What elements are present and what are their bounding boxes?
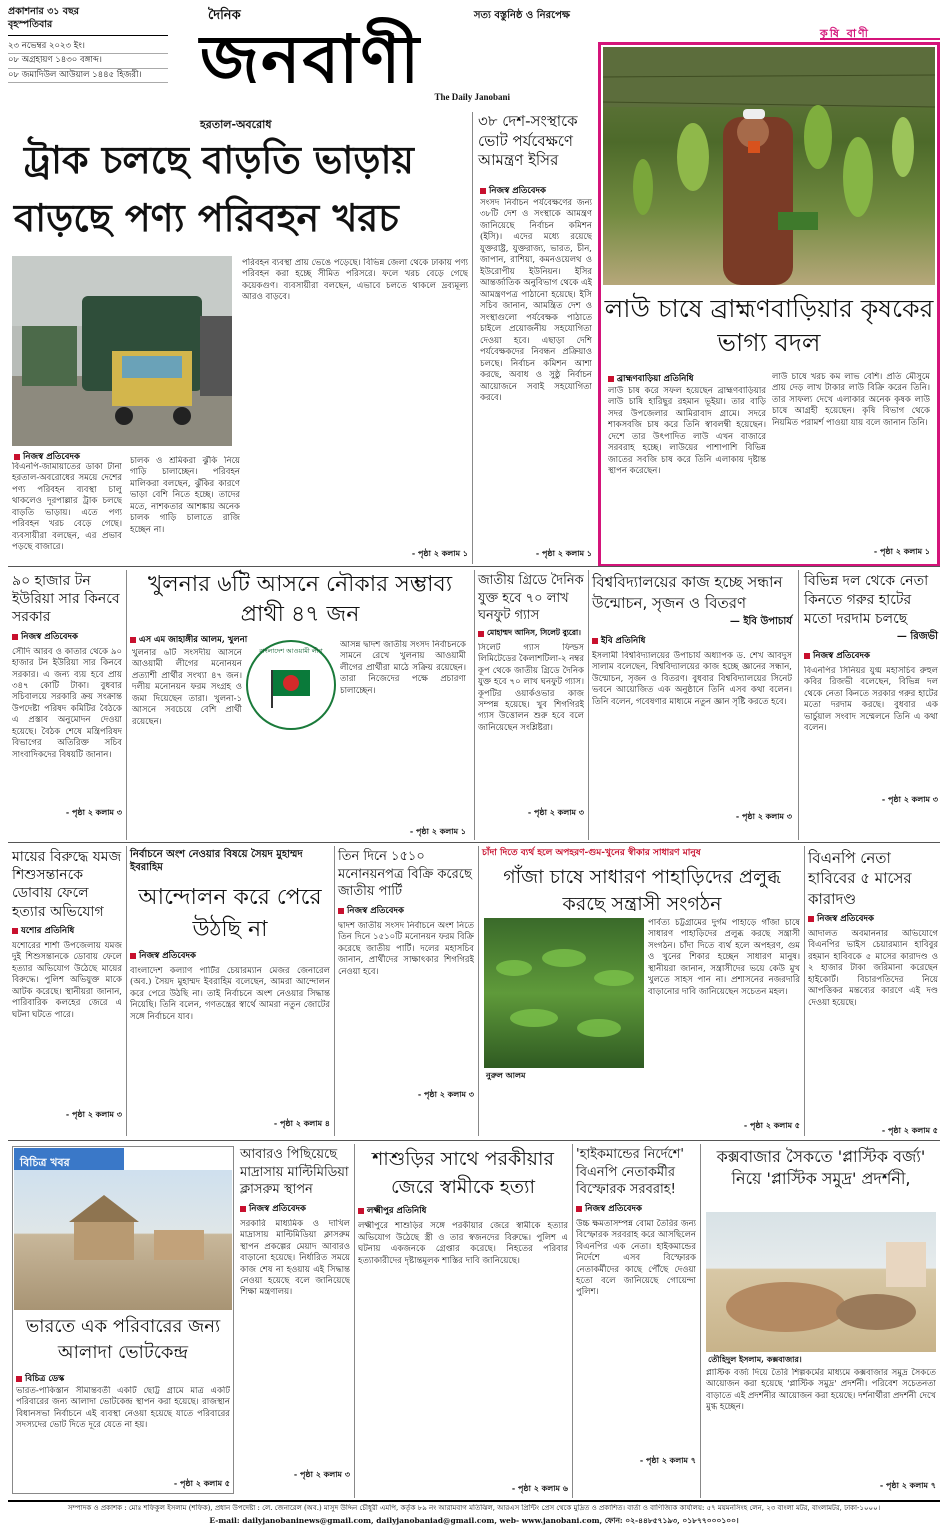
twins-story xyxy=(12,848,122,1122)
forms-reporter: নিজস্ব প্রতিবেদক xyxy=(338,904,474,918)
slogan: সত্য বস্তুনিষ্ঠ ও নিরপেক্ষ xyxy=(473,10,570,21)
grid-story xyxy=(478,572,584,820)
madrasa-reporter: নিজস্ব প্রতিবেদক xyxy=(240,1202,350,1216)
lead-col1: বিএনপি-জামায়াতের ডাকা টানা হরতাল-অবরোধের সময়ে দেশের পণ্য পরিবহন ব্যবস্থা চালু থাকলেও দূরপাল্লার ট্রাক চলছে বাড়তি ভাড়ায়। এতে পণ্য পরিবহন খরচ বেড়ে গেছে। ব্যবসায়ীরা বলছেন, এর প্রভাব পড়ছে বাজারে। xyxy=(12,462,122,553)
plastic-exhibition-photo xyxy=(706,1212,936,1352)
krishi-title: লাউ চাষে ব্রাহ্মণবাড়িয়ার কৃষকের ভাগ্য বদল xyxy=(604,294,934,357)
observer-block xyxy=(478,112,592,171)
explosive-continued: - পৃষ্ঠা ২ কলাম ৭ xyxy=(639,1454,696,1465)
explosive-reporter: নিজস্ব প্রতিবেদক xyxy=(576,1202,696,1216)
lead-col2: চালক ও শ্রমিকরা ঝুঁকি নিয়ে গাড়ি চালাচ্ছেন। পরিবহন মালিকরা বলছেন, ঝুঁকির কারণে ভাড়া বেশি নিতে হচ্ছে। তাদের মতে, নাশকতার আশঙ্কায় অনেক চালক গাড়ি চালাতে রাজি হচ্ছেন না। xyxy=(130,456,240,535)
cannabis-field-photo xyxy=(484,918,644,1068)
affair-body: লক্ষ্মীপুরে শাশুড়ির সঙ্গে পরকীয়ার জেরে স্বামীকে হত্যার অভিযোগ উঠেছে স্ত্রী ও তার স্বজনদের বিরুদ্ধে। পুলিশ এ ঘটনায় একজনকে গ্রেপ্তার করেছে। নিহতের পরিবার হত্যাকারীদের দৃষ্টান্তমূলক শাস্তির দাবি জানিয়েছে। xyxy=(358,1221,568,1266)
ibrahim-title: আন্দোলন করে পেরে উঠছি না xyxy=(138,885,322,942)
krishi-tag-label: কৃষি বাণী xyxy=(820,27,870,40)
twins-continued: - পৃষ্ঠা ২ কলাম ৩ xyxy=(65,1108,122,1119)
fertilizer-title: ৯০ হাজার টন ইউরিয়া সার কিনবে সরকার xyxy=(12,573,120,626)
krishi-headline xyxy=(603,292,935,360)
khulna-story xyxy=(130,570,470,647)
observer-body: সংসদ নির্বাচন পর্যবেক্ষণের জন্য ৩৮টি দেশ ও সংস্থাকে আমন্ত্রণ জানিয়েছে নির্বাচন কমিশন (ইসি)। এদের মধ্যে রয়েছে যুক্তরাষ্ট্র, যুক্তরাজ্য, ভারত, চীন, জাপান, রাশিয়া, কমনওয়েলথ ও ইউরোপীয় ইউনিয়ন। ইসির আন্তর্জাতিক অনুবিভাগ থেকে এই আমন্ত্রণপত্র পাঠানো হয়েছে। ইসি সচিব জানান, আমন্ত্রিত দেশ ও সংস্থাগুলো পর্যবেক্ষক পাঠাতে চাইলে প্রয়োজনীয় সহযোগিতা দেওয়া হবে। এছাড়া দেশি পর্যবেক্ষকদের নিবন্ধন প্রক্রিয়াও চলছে। নির্বাচন কমিশন আশা করছে, অবাধ ও সুষ্ঠু নির্বাচন আয়োজনে সবাই সহযোগিতা করবে। xyxy=(480,198,592,403)
ibrahim-reporter: নিজস্ব প্রতিবেদক xyxy=(130,949,330,963)
observer-continued: - পৃষ্ঠা ২ কলাম ১ xyxy=(535,548,592,558)
date-english: ২৩ নভেম্বর ২০২৩ ইং। xyxy=(8,40,168,54)
university-story xyxy=(592,572,792,824)
grid-reporter: মোহাম্মদ আনিস, সিলেট ব্যুরো। xyxy=(478,628,584,640)
madrasa-body: সরকারি মাধ্যমিক ও দাখিল মাদ্রাসায় মাল্টিমিডিয়া ক্লাসরুম স্থাপন প্রকল্পের মেয়াদ আবারও বাড়ানো হয়েছে। নির্ধারিত সময়ে কাজ শেষ না হওয়ায় এই সিদ্ধান্ত নেওয়া হয়েছে বলে জানিয়েছে শিক্ষা মন্ত্রণালয়। xyxy=(240,1218,350,1298)
ganja-body: পার্বত্য চট্টগ্রামের দুর্গম পাহাড়ে গাঁজা চাষে সাধারণ পাহাড়িদের প্রলুব্ধ করছে সন্ত্রাসী সংগঠন। চাঁদা দিতে ব্যর্থ হলে অপহরণ, গুম ও খুনের শিকার হচ্ছেন সাধারণ মানুষ। স্থানীয়রা জানান, সন্ত্রাসীদের ভয়ে কেউ মুখ খুলতে সাহস পান না। প্রশাসনের নজরদারি বাড়ানোর দাবি জানিয়েছেন সচেতন মহল। xyxy=(648,918,800,997)
lead-kicker: হরতাল-অবরোধ xyxy=(200,118,272,131)
ibrahim-kicker: নির্বাচনে অংশ নেওয়ার বিষয়ে সৈয়দ মুহাম্মদ ইবরাহিম xyxy=(130,849,303,873)
publication-years: প্রকাশনার ৩১ বছর xyxy=(8,6,79,17)
masthead-left xyxy=(8,6,168,83)
fertilizer-story xyxy=(12,572,122,820)
observer-title: ৩৮ দেশ-সংস্থাকে ভোট পর্যবেক্ষণে আমন্ত্রণ ইসির xyxy=(478,112,578,169)
bottle-gourd-farmer-photo xyxy=(603,47,935,285)
twins-body: যশোরের শার্শা উপজেলায় যমজ দুই শিশুসন্তানকে ডোবায় ফেলে হত্যার অভিযোগ উঠেছে মায়ের বিরুদ্ধে। পুলিশ অভিযুক্ত মাকে আটক করেছে। স্থানীয়রা জানান, পারিবারিক কলহের জেরে এ ঘটনা ঘটতে পারে। xyxy=(12,940,122,1020)
madrasa-continued: - পৃষ্ঠা ২ কলাম ৩ xyxy=(293,1468,350,1479)
forms-body: দ্বাদশ জাতীয় সংসদ নির্বাচনে অংশ নিতে তিন দিনে ১৫১০টি মনোনয়ন ফরম বিক্রি করেছে জাতীয় পার্টি। দলের মহাসচিব জানান, প্রার্থীদের সাক্ষাৎকার শিগগিরই নেওয়া হবে। xyxy=(338,920,474,977)
krishi-continued: - পৃষ্ঠা ২ কলাম ১ xyxy=(873,546,930,556)
grid-body: সিলেট গ্যাস ফিল্ডস লিমিটেডের কৈলাশটিলা-২ নম্বর কূপ থেকে জাতীয় গ্রিডে দৈনিক যুক্ত হবে ৭০ লাখ ঘনফুট গ্যাস। কূপটির ওয়ার্কওভার কাজ সম্পন্ন হয়েছে। খুব শিগগিরই গ্যাস উত্তোলন শুরু হবে বলে জানিয়েছেন সংশ্লিষ্টরা। xyxy=(478,642,584,733)
university-continued: - পৃষ্ঠা ২ কলাম ৩ xyxy=(735,811,792,821)
plastic-title: কক্সবাজার সৈকতে 'প্লাস্টিক বর্জ্য' নিয়ে 'প্লাস্টিক সমুদ্র' প্রদর্শনী, xyxy=(716,1147,926,1189)
bnp-continued: - পৃষ্ঠা ২ কলাম ৫ xyxy=(881,1124,938,1135)
bnp-story xyxy=(808,848,938,1138)
ganja-story xyxy=(482,848,802,919)
plastic-photo-credit: তৌহিদুল ইসলাম, কক্সবাজার। xyxy=(708,1354,802,1364)
forms-title: তিন দিনে ১৫১০ মনোনয়নপত্র বিক্রি করেছে জাতীয় পার্টি xyxy=(338,849,472,900)
grid-title: জাতীয় গ্রিডে দৈনিক যুক্ত হবে ৭০ লাখ ঘনফুট গ্যাস xyxy=(478,573,584,624)
lead-title-line1: ট্রাক চলছে বাড়তি ভাড়ায় xyxy=(24,138,414,182)
forms-continued: - পৃষ্ঠা ২ কলাম ৩ xyxy=(417,1088,474,1099)
strange-continued: - পৃষ্ঠা ২ কলাম ৫ xyxy=(173,1478,230,1488)
strange-tag-label: বিচিত্র খবর xyxy=(20,1156,70,1169)
polling-station-photo xyxy=(14,1170,232,1310)
affair-story xyxy=(358,1146,568,1496)
bnp-title: বিএনপি নেতা হাবিবের ৫ মাসের কারাদণ্ড xyxy=(808,849,912,908)
grid-continued: - পৃষ্ঠা ২ কলাম ৩ xyxy=(527,806,584,817)
lead-continued: - পৃষ্ঠা ২ কলাম ১ xyxy=(411,548,468,558)
ganja-title: গাঁজা চাষে সাধারণ পাহাড়িদের প্রলুব্ধ করছে সন্ত্রাসী সংগঠন xyxy=(503,865,781,916)
footer-contact: E-mail: dailyjanobaninews@gmail.com, dailyjanobaniad@gmail.com, web- www.janobani.com, ফোন: ০২-৪৪৮৫৭১৯৩, ০১৮৭৭০০০১০০। xyxy=(209,1516,739,1525)
khulna-reporter: এস এম জাহাঙ্গীর আলম, খুলনা xyxy=(130,633,470,647)
university-body: ইসলামী বিশ্ববিদ্যালয়ের উপাচার্য অধ্যাপক ড. শেখ আবদুস সালাম বলেছেন, বিশ্ববিদ্যালয়ের কাজ হচ্ছে জ্ঞানের সন্ধান, উন্মোচন, সৃজন ও বিতরণ। বুধবার বিশ্ববিদ্যালয়ের সিনেট ভবনে আয়োজিত এক অনুষ্ঠানে তিনি এসব কথা বলেন। তিনি বলেন, গবেষণার মাধ্যমে নতুন জ্ঞান সৃষ্টি করতে হবে। xyxy=(592,651,792,707)
khulna-col1: খুলনার ৬টি সংসদীয় আসনে আওয়ামী লীগের মনোনয়ন প্রত্যাশী প্রার্থীর সংখ্যা ৪৭ জন। দলীয় মনোনয়ন ফরম সংগ্রহ ও জমা দিয়েছেন তারা। খুলনা-১ আসনে সবচেয়ে বেশি প্রার্থী রয়েছেন। xyxy=(132,648,242,727)
fertilizer-continued: - পৃষ্ঠা ২ কলাম ৩ xyxy=(65,806,122,817)
date-bangla: ০৮ অগ্রহায়ণ ১৪৩০ বঙ্গাব্দ। xyxy=(8,54,168,68)
affair-title: শাশুড়ির সাথে পরকীয়ার জেরে স্বামীকে হত্যা xyxy=(372,1148,554,1198)
ibrahim-story xyxy=(130,848,330,1131)
date-hijri: ০৮ জমাদিউল আউয়াল ১৪৪৫ হিজরী। xyxy=(8,69,168,83)
masthead-logo xyxy=(180,6,570,106)
explosive-body: উচ্চ ক্ষমতাসম্পন্ন বোমা তৈরির জন্য বিস্ফোরক সরবরাহ করে আসছিলেন বিএনপির এক নেতা। হাইকমান্ডের নির্দেশে এসব বিস্ফোরক নেতাকর্মীদের কাছে পৌঁছে দেওয়া হতো বলে জানিয়েছে গোয়েন্দা পুলিশ। xyxy=(576,1218,696,1298)
cattle-continued: - পৃষ্ঠা ২ কলাম ৩ xyxy=(881,793,938,804)
awami-league-logo xyxy=(246,640,336,730)
affair-continued: - পৃষ্ঠা ২ কলাম ৬ xyxy=(511,1483,568,1494)
awami-league-logo-text: বাংলাদেশ আওয়ামী লীগ xyxy=(259,647,323,655)
university-reporter: ইবি প্রতিনিধি xyxy=(592,634,792,648)
lead-col3: পরিবহন ব্যবস্থা প্রায় ভেঙে পড়েছে। বিভিন্ন জেলা থেকে ঢাকায় পণ্য পরিবহন করা হচ্ছে সীমিত পরিসরে। ফলে খরচ বেড়ে গেছে কয়েকগুণ। ব্যবসায়ীরা বলছেন, এভাবে চলতে থাকলে দ্রব্যমূল্য আরও বাড়বে। xyxy=(242,258,468,303)
twins-reporter: যশোর প্রতিনিধি xyxy=(12,924,122,938)
strange-reporter: বিচিত্র ডেস্ক xyxy=(16,1372,64,1386)
observer-reporter: নিজস্ব প্রতিবেদক xyxy=(480,184,546,198)
cattle-body: বিএনপির সিনিয়র যুগ্ম মহাসচিব রুহুল কবির রিজভী বলেছেন, বিভিন্ন দল থেকে নেতা কিনতে সরকার গরুর হাটের মতো দরদাম করছে। বুধবার এক ভার্চুয়াল সংবাদ সম্মেলনে তিনি এ কথা বলেন। xyxy=(804,665,938,734)
cattle-reporter: নিজস্ব প্রতিবেদক xyxy=(804,649,938,663)
affair-reporter: লক্ষ্মীপুর প্রতিনিধি xyxy=(358,1204,568,1218)
forms-story xyxy=(338,848,474,1102)
university-attribution: — ইবি উপাচার্য xyxy=(729,616,792,627)
cattle-title: বিভিন্ন দল থেকে নেতা কিনতে গরুর হাটের মতো দরদাম চলছে xyxy=(804,573,929,627)
lead-title-line2: বাড়ছে পণ্য পরিবহন খরচ xyxy=(14,196,399,240)
ibrahim-body: বাংলাদেশ কল্যাণ পার্টির চেয়ারম্যান মেজর জেনারেল (অব.) সৈয়দ মুহাম্মদ ইবরাহিম বলেছেন, আমরা আন্দোলন করে পেরে উঠছি না। তাই নির্বাচনে অংশ নেওয়ার সিদ্ধান্ত নিয়েছি। তিনি বলেন, গণতন্ত্রের স্বার্থে আমরা নতুন জোটের সঙ্গে নির্বাচনে যাব। xyxy=(130,965,330,1022)
fertilizer-body: সৌদি আরব ও কাতার থেকে ৯০ হাজার টন ইউরিয়া সার কিনবে সরকার। এ জন্য ব্যয় হবে প্রায় ৩৪৭ কোটি টাকা। বুধবার সচিবালয়ে সরকারি ক্রয় সংক্রান্ত উপদেষ্টা পরিষদ কমিটির বৈঠকে এ প্রস্তাব অনুমোদন দেওয়া হয়েছে। বৈঠক শেষে মন্ত্রিপরিষদ বিভাগের অতিরিক্ত সচিব সাংবাদিকদের বিষয়টি জানান। xyxy=(12,646,122,760)
daily-label: দৈনিক xyxy=(208,8,241,23)
explosive-story xyxy=(576,1146,696,1468)
strange-tag xyxy=(14,1148,124,1170)
krishi-col1: লাউ চাষ করে সফল হয়েছেন ব্রাহ্মণবাড়িয়ার লাউ চাষি হারিছুর রহমান ভূইয়া। তার বাড়ি সদর উপজেলার আমিরাবাদ গ্রামে। সদরে শাকসবজি চাষ করে তিনি স্বাবলম্বী হয়েছেন। দেশে তার উৎপাদিত লাউ এখন বাজারে সরবরাহ হচ্ছে। লাউয়ের পাশাপাশি বিভিন্ন জাতের সবজি চাষ করে তিনি এলাকায় দৃষ্টান্ত স্থাপন করেছেন। xyxy=(608,386,766,477)
khulna-continued: - পৃষ্ঠা ২ কলাম ১ xyxy=(409,826,466,836)
bnp-body: আদালত অবমাননার অভিযোগে বিএনপির ভাইস চেয়ারম্যান হাবিবুর রহমান হাবিবকে ৫ মাসের কারাদণ্ড ও ২ হাজার টাকা জরিমানা করেছেন হাইকোর্ট। বিচারপতিদের নিয়ে আপত্তিকর মন্তব্যের কারণে এই দণ্ড দেওয়া হয়েছে। xyxy=(808,928,938,1008)
plastic-story xyxy=(704,1146,938,1191)
ganja-continued: - পৃষ্ঠা ২ কলাম ৫ xyxy=(743,1120,800,1130)
lead-reporter: নিজস্ব প্রতিবেদক xyxy=(14,450,80,464)
ganja-photo-credit: নুরুল আলম xyxy=(486,1070,526,1080)
khulna-title: খুলনার ৬টি আসনে নৌকার সম্ভাব্য প্রাথী ৪৭ জন xyxy=(147,572,453,627)
krishi-tag xyxy=(820,22,940,40)
fertilizer-reporter: নিজস্ব প্রতিবেদক xyxy=(12,630,122,644)
twins-title: মায়ের বিরুদ্ধে যমজ শিশুসন্তানকে ডোবায় ফেলে হত্যার অভিযোগ xyxy=(12,849,122,920)
trucks-photo xyxy=(12,256,232,446)
plastic-body: প্লাস্টিক বর্জ্য দিয়ে তৈরি শিল্পকর্মের মাধ্যমে কক্সবাজার সমুদ্র সৈকতে আয়োজন করা হয়েছে 'প্লাস্টিক সমুদ্র' প্রদর্শনী। পরিবেশ সচেতনতা বাড়াতে এই প্রদর্শনীর আয়োজন করা হয়েছে। দর্শনার্থীরা প্রদর্শনী দেখে মুগ্ধ হচ্ছেন। xyxy=(706,1368,936,1413)
english-title: The Daily Janobani xyxy=(434,92,510,102)
university-title: বিশ্ববিদ্যালয়ের কাজ হচ্ছে সন্ধান উন্মোচন, সৃজন ও বিতরণ xyxy=(592,573,783,612)
khulna-col2: আসন্ন দ্বাদশ জাতীয় সংসদ নির্বাচনকে সামনে রেখে খুলনায় আওয়ামী লীগের প্রার্থীরা মাঠে সক্রিয় রয়েছেন। তারা নিজেদের পক্ষে প্রচারণা চালাচ্ছেন। xyxy=(340,640,466,696)
explosive-title: 'হাইকমান্ডের নির্দেশে' বিএনপি নেতাকর্মীর বিস্ফোরক সরবরাহ! xyxy=(576,1147,684,1198)
ibrahim-continued: - পৃষ্ঠা ২ কলাম ৪ xyxy=(273,1117,330,1128)
plastic-continued: - পৃষ্ঠা ২ কলাম ৭ xyxy=(879,1480,936,1490)
bnp-reporter: নিজস্ব প্রতিবেদক xyxy=(808,912,938,926)
madrasa-story xyxy=(240,1146,350,1482)
strange-body: ভারত-পাকিস্তান সীমান্তবর্তী একটি ছোট্ট গ্রামে মাত্র একটি পরিবারের জন্য আলাদা ভোটকেন্দ্র স্থাপন করা হয়েছে। রাজস্থান বিধানসভা নির্বাচনে এই ব্যবস্থা নেওয়া হয়েছে যাতে পরিবারের সদস্যদের ভোট দিতে দূরে যেতে না হয়। xyxy=(16,1386,230,1431)
weekday: বৃহস্পতিবার xyxy=(8,19,168,36)
cattle-attribution: — রিজভী xyxy=(896,630,938,642)
footer-imprint: সম্পাদক ও প্রকাশক : মোঃ শফিকুল ইসলাম (শফিক), প্রধান উপদেষ্টা : লে. জেনারেল (অব.) মাসুদ উদ্দিন চৌধুরী এমপি, কর্তৃক ৮৯ নং আরামবাগ মতিঝিল, আরএস প্রিন্টিং প্রেস থেকে মুদ্রিত ও প্রকাশিত। বার্তা ও বাণিজ্যিক কার্যালয়: ৫৭ ময়মনসিংহ লেন, ২৩ বাংলা মটর, বাংলামটর, ঢাকা-১০০০। xyxy=(67,1504,881,1512)
strange-title: ভারতে এক পরিবারের জন্য আলাদা ভোটকেন্দ্র xyxy=(25,1316,221,1364)
krishi-reporter: ব্রাহ্মণবাড়িয়া প্রতিনিধি xyxy=(608,372,694,386)
madrasa-title: আবারও পিছিয়েছে মাদ্রাসায় মাল্টিমিডিয়া ক্লাসরুম স্থাপন xyxy=(240,1147,349,1198)
krishi-col2: লাউ চাষে খরচ কম লাভ বেশি। প্রতি মৌসুমে প্রায় দেড় লাখ টাকার লাউ বিক্রি করেন তিনি। তার সাফল্য দেখে এলাকার অনেক কৃষক লাউ চাষে আগ্রহী হয়েছেন। কৃষি বিভাগ থেকে নিয়মিত পরামর্শ পাওয়া যায় বলে জানান তিনি। xyxy=(772,372,930,428)
cattle-story xyxy=(804,572,938,807)
ganja-kicker: চাঁদা দিতে ব্যর্থ হলে অপহরণ-গুম-খুনের স্বীকার সাধারণ মানুষ xyxy=(482,848,701,858)
logo-wordmark: জনবাণী xyxy=(200,21,422,98)
